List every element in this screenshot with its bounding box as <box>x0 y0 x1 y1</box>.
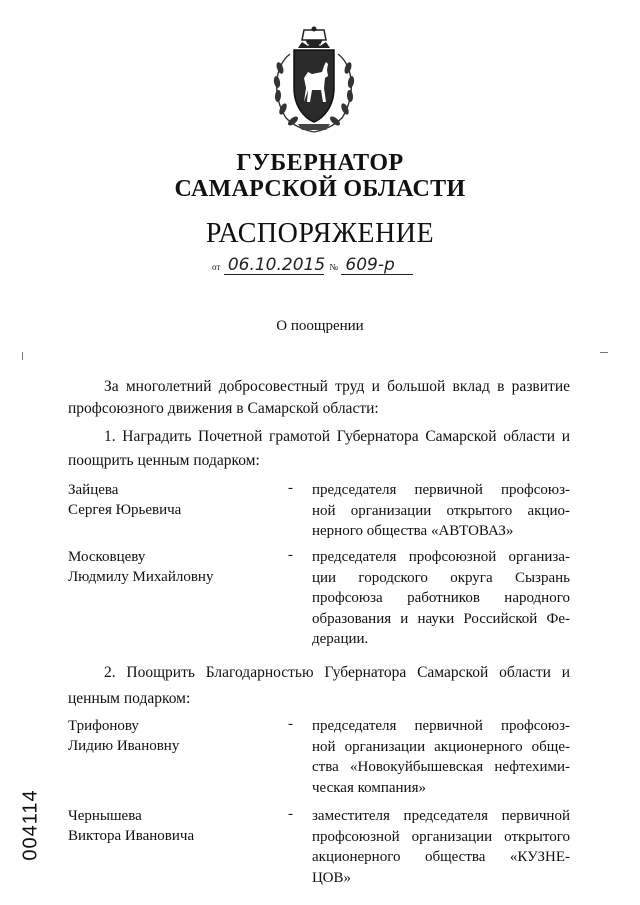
handwritten-number: 609-р <box>341 256 413 275</box>
issuer-title: ГУБЕРНАТОР <box>236 150 404 176</box>
dash: - <box>288 806 293 822</box>
coat-of-arms-icon <box>268 26 360 138</box>
position-line: профсоюзной организации открытого <box>312 828 570 845</box>
item2-line-1: 2. Поощрить Благодарностью Губернатора Самарской области и <box>104 664 570 681</box>
person-given-names: Сергея Юрьевича <box>68 502 182 518</box>
person-position <box>312 716 570 798</box>
item2-line-2: ценным подарком: <box>68 690 191 707</box>
date-prefix: от <box>212 262 221 272</box>
scan-mark <box>600 352 608 353</box>
issuer-region: САМАРСКОЙ ОБЛАСТИ <box>174 176 466 202</box>
position-line: ции городского округа Сызрань <box>312 569 570 586</box>
person-position <box>312 806 570 888</box>
position-line: ЦОВ» <box>312 869 351 886</box>
position-line: дерации. <box>312 631 369 647</box>
person-position <box>312 480 570 542</box>
position-line: ческая компания» <box>312 779 426 796</box>
person-surname: Трифонову <box>68 718 139 734</box>
date-number-line <box>212 256 413 275</box>
handwritten-date: 06.10.2015 <box>224 256 324 275</box>
position-line: председателя профсоюзной организа- <box>312 549 570 565</box>
position-line: заместителя председателя первичной <box>312 808 570 824</box>
person-given-names: Людмилу Михайловну <box>68 569 214 585</box>
person-surname: Зайцева <box>68 482 119 498</box>
position-line: председателя первичной профсоюз- <box>312 718 570 734</box>
item1-line-2: поощрить ценным подарком: <box>68 452 260 469</box>
intro-line-2: профсоюзного движения в Самарской области: <box>68 400 379 417</box>
position-line: председателя первичной профсоюз- <box>312 482 570 498</box>
number-prefix: № <box>329 262 338 272</box>
position-line: профсоюза работников народного <box>312 590 570 606</box>
dash: - <box>288 480 293 496</box>
person-name <box>68 806 194 846</box>
person-name <box>68 480 181 520</box>
person-position <box>312 547 570 650</box>
subject-line: О поощрении <box>276 318 364 334</box>
position-line: ства «Новокуйбышевская нефтехими- <box>312 759 570 775</box>
position-line: образования и науки Российской Фе- <box>312 610 570 627</box>
document-type: РАСПОРЯЖЕНИЕ <box>205 218 435 249</box>
item1-line-1: 1. Наградить Почетной грамотой Губернатора Самарской области и <box>104 428 570 445</box>
dash: - <box>288 547 293 563</box>
person-surname: Московцеву <box>68 549 146 565</box>
person-surname: Чернышева <box>68 808 142 824</box>
person-name <box>68 547 213 587</box>
scan-mark <box>22 352 23 360</box>
position-line: нерного общества «АВТОВАЗ» <box>312 523 514 539</box>
stamp-number: 004114 <box>19 789 42 861</box>
intro-line-1: За многолетний добросовестный труд и большой вклад в развитие <box>104 378 570 395</box>
person-name <box>68 716 179 756</box>
margin-registration-stamp <box>16 780 46 870</box>
position-line: ной организации открытого акцио- <box>312 502 570 519</box>
dash: - <box>288 716 293 732</box>
position-line: акционерного общества «КУЗНЕ- <box>312 849 570 865</box>
person-given-names: Лидию Ивановну <box>68 738 180 754</box>
person-given-names: Виктора Ивановича <box>68 828 195 844</box>
position-line: ной организации акционерного обще- <box>312 738 570 755</box>
